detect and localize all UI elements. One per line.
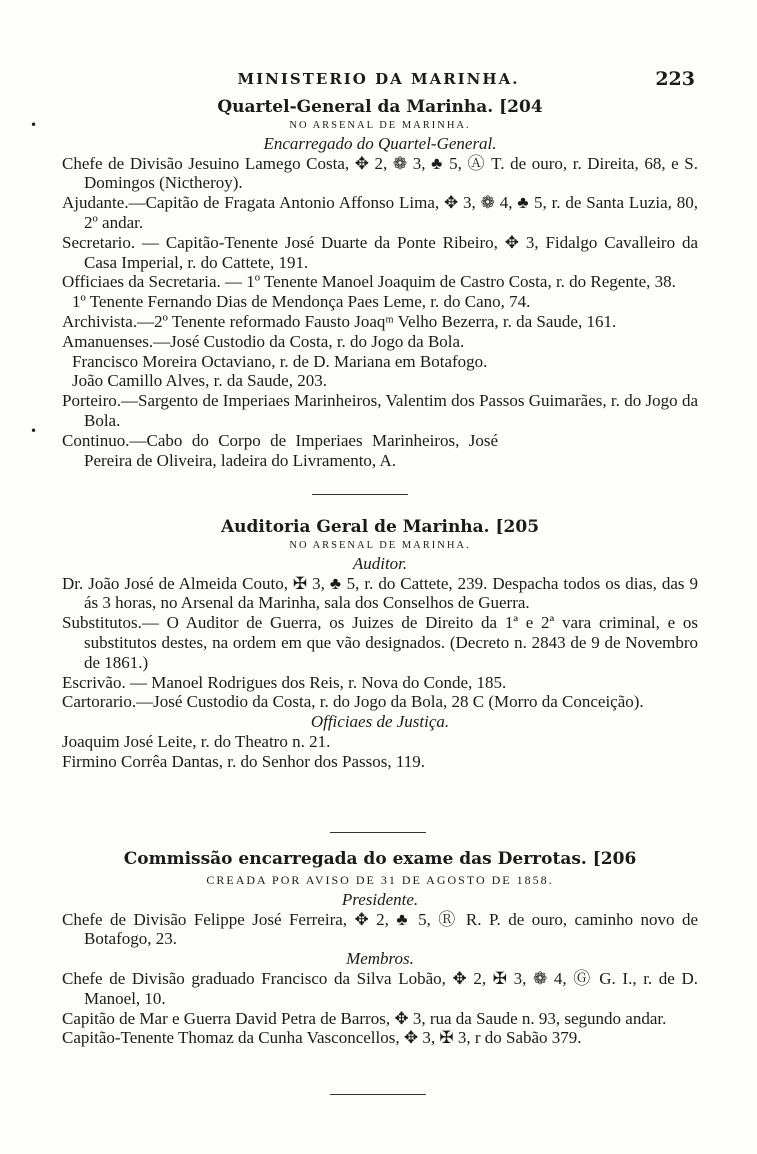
section-auditoria [62, 518, 698, 772]
divider [330, 1094, 426, 1095]
divider [312, 494, 408, 495]
list-item: 1º Tenente Fernando Dias de Mendonça Paes Leme, r. do Cano, 74. [72, 292, 531, 312]
list-item: Substitutos.— O Auditor de Guerra, os Juizes de Direito da 1ª e 2ª vara criminal, e os substitutos destes, na ordem em que vão designados. (Decreto n. 2843 de 9 de Novembro de 1861.) [62, 613, 698, 672]
list-item: Firmino Corrêa Dantas, r. do Senhor dos Passos, 119. [62, 751, 425, 771]
section-title: Commissão encarregada do exame das Derrotas. [206 [123, 849, 637, 869]
section-location: NO ARSENAL DE MARINHA. [289, 119, 471, 131]
section-subtitle: Auditor. [352, 553, 408, 573]
section-quartel-general [62, 98, 698, 470]
margin-dot: • [30, 118, 38, 132]
section-subtitle: Encarregado do Quartel-General. [263, 133, 497, 153]
list-item: Capitão de Mar e Guerra David Petra de Barros, ✥ 3, rua da Saude n. 93, segundo andar. [62, 1008, 667, 1028]
list-item: Chefe de Divisão Felippe José Ferreira, ✥ 2, ♣ 5, Ⓡ R. P. de ouro, caminho novo de Botafogo, 23. [62, 909, 698, 949]
list-item: Amanuenses.—José Custodio da Costa, r. do Jogo da Bola. [62, 331, 465, 351]
section-title: Auditoria Geral de Marinha. [205 [220, 517, 540, 537]
list-item: Porteiro.—Sargento de Imperiaes Marinheiros, Valentim dos Passos Guimarães, r. do Jogo da Bola. [62, 391, 698, 430]
section-subtitle: Presidente. [341, 889, 419, 909]
list-item: Continuo.—Cabo do Corpo de Imperiaes Marinheiros, José Pereira de Oliveira, ladeira do Livramento, A. [62, 430, 498, 470]
list-item: Francisco Moreira Octaviano, r. de D. Mariana em Botafogo. [72, 351, 488, 371]
list-item: Capitão-Tenente Thomaz da Cunha Vasconcellos, ✥ 3, ✠ 3, r do Sabão 379. [62, 1028, 582, 1048]
list-item: Joaquim José Leite, r. do Theatro n. 21. [62, 731, 331, 751]
list-item: Archivista.—2º Tenente reformado Fausto Joaqᵐ Velho Bezerra, r. da Saude, 161. [62, 311, 617, 331]
section-subtitle-2: Membros. [346, 949, 414, 969]
section-location: CREADA POR AVISO DE 31 DE AGOSTO DE 1858. [206, 872, 554, 887]
list-item: Secretario. — Capitão-Tenente José Duarte da Ponte Ribeiro, ✥ 3, Fidalgo Cavalleiro da Casa Imperial, r. do Cattete, 191. [62, 232, 698, 272]
page-number: 223 [655, 68, 695, 90]
list-item: Officiaes da Secretaria. — 1º Tenente Manoel Joaquim de Castro Costa, r. do Regente, 38. [62, 272, 676, 292]
section-title: Quartel-General da Marinha. [204 [217, 97, 543, 117]
margin-dot: • [30, 424, 38, 438]
list-item: Cartorario.—José Custodio da Costa, r. do Jogo da Bola, 28 C (Morro da Conceição). [62, 692, 644, 712]
list-item: Escrivão. — Manoel Rodrigues dos Reis, r. Nova do Conde, 185. [62, 672, 507, 692]
section-commissao [62, 850, 698, 1048]
divider [330, 832, 426, 833]
section-location: NO ARSENAL DE MARINHA. [289, 539, 471, 551]
section-subtitle-2: Officiaes de Justiça. [310, 712, 450, 732]
list-item: Chefe de Divisão graduado Francisco da Silva Lobão, ✥ 2, ✠ 3, ❁ 4, Ⓖ G. I., r. de D. Manoel, 10. [62, 968, 698, 1008]
list-item: Ajudante.—Capitão de Fragata Antonio Affonso Lima, ✥ 3, ❁ 4, ♣ 5, r. de Santa Luzia, 80, 2º andar. [62, 193, 698, 232]
list-item: Chefe de Divisão Jesuino Lamego Costa, ✥ 2, ❁ 3, ♣ 5, Ⓐ T. de ouro, r. Direita, 68, e S. Domingos (Nictheroy). [62, 153, 698, 193]
list-item: João Camillo Alves, r. da Saude, 203. [72, 371, 327, 391]
list-item: Dr. João José de Almeida Couto, ✠ 3, ♣ 5, r. do Cattete, 239. Despacha todos os dias, das 9 ás 3 horas, no Arsenal da Marinha, sala dos Conselhos de Guerra. [62, 573, 698, 613]
running-header: MINISTERIO DA MARINHA. [237, 70, 520, 88]
